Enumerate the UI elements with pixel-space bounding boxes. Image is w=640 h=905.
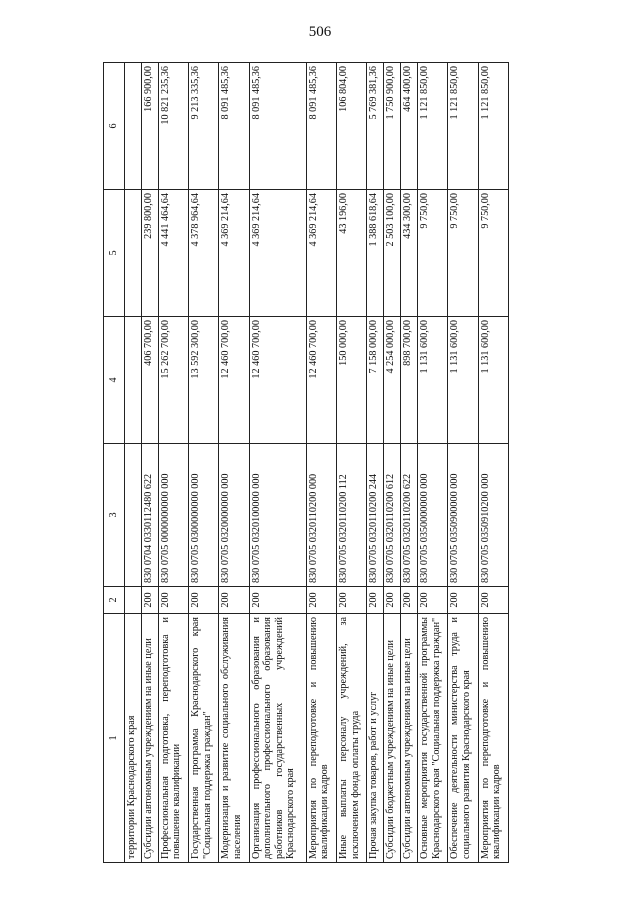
row-amount-4-cell: 150 000,00 [337, 317, 367, 444]
row-name-cell: Субсидии автономным учреждениям на иные цели [141, 614, 158, 863]
table-row [141, 63, 158, 863]
row-amount-6-cell: 464 400,00 [401, 63, 418, 190]
row-name-cell: Субсидии бюджетным учреждениям на иные цели [384, 614, 401, 863]
row-name-cell: Мероприятия по переподготовке и повышению квалификации кадров [306, 614, 336, 863]
row-amount-6-cell: 9 213 335,36 [189, 63, 219, 190]
row-code-a-cell: 200 [337, 587, 367, 614]
table-row [125, 63, 142, 863]
row-code-a-cell: 200 [384, 587, 401, 614]
row-amount-4-cell: 12 460 700,00 [306, 317, 336, 444]
row-name-cell: Организация профессионального образования и дополнительного профессионального образования работников государственных учреждений Краснодарского края [249, 614, 306, 863]
table-row [337, 63, 367, 863]
row-amount-6-cell: 5 769 381,36 [367, 63, 384, 190]
row-code-a-cell [125, 587, 142, 614]
row-code-a-cell: 200 [367, 587, 384, 614]
table-row [219, 63, 249, 863]
header-cell-1: 1 [104, 614, 125, 863]
row-code-a-cell: 200 [478, 587, 508, 614]
row-budget-code-cell: 830 0705 0320100000 000 [249, 444, 306, 587]
table-row [158, 63, 188, 863]
row-amount-6-cell: 106 804,00 [337, 63, 367, 190]
row-amount-6-cell: 8 091 485,36 [249, 63, 306, 190]
row-code-a-cell: 200 [189, 587, 219, 614]
row-name-cell: территории Краснодарского края [125, 614, 142, 863]
page-number: 506 [308, 24, 332, 40]
row-budget-code-cell: 830 0705 0320110200 112 [337, 444, 367, 587]
row-amount-5-cell: 4 369 214,64 [249, 190, 306, 317]
row-amount-6-cell: 1 121 850,00 [418, 63, 448, 190]
row-budget-code-cell: 830 0705 0350000000 000 [418, 444, 448, 587]
row-amount-4-cell: 7 158 000,00 [367, 317, 384, 444]
row-amount-5-cell: 9 750,00 [418, 190, 448, 317]
row-amount-5-cell: 9 750,00 [448, 190, 478, 317]
row-budget-code-cell: 830 0705 0350910200 000 [478, 444, 508, 587]
row-budget-code-cell: 830 0705 0320110200 244 [367, 444, 384, 587]
row-amount-6-cell: 1 121 850,00 [478, 63, 508, 190]
row-amount-4-cell: 4 254 000,00 [384, 317, 401, 444]
row-name-cell: Модернизация и развитие социального обслуживания населения [219, 614, 249, 863]
row-amount-4-cell: 12 460 700,00 [219, 317, 249, 444]
row-amount-5-cell [125, 190, 142, 317]
row-name-cell: Профессиональная подготовка, переподготовка и повышение квалификации [158, 614, 188, 863]
table-row [249, 63, 306, 863]
table-row [448, 63, 478, 863]
row-amount-4-cell: 1 131 600,00 [418, 317, 448, 444]
row-amount-4-cell: 1 131 600,00 [448, 317, 478, 444]
row-budget-code-cell: 830 0705 0320000000 000 [219, 444, 249, 587]
row-name-cell: Прочая закупка товаров, работ и услуг [367, 614, 384, 863]
row-budget-code-cell: 830 0705 0350900000 000 [448, 444, 478, 587]
row-amount-4-cell: 15 262 700,00 [158, 317, 188, 444]
row-amount-5-cell: 4 378 964,64 [189, 190, 219, 317]
row-amount-6-cell: 166 900,00 [141, 63, 158, 190]
table-row [478, 63, 508, 863]
row-amount-4-cell: 1 131 600,00 [478, 317, 508, 444]
header-cell-2: 2 [104, 587, 125, 614]
row-amount-5-cell: 1 388 618,64 [367, 190, 384, 317]
row-amount-5-cell: 43 196,00 [337, 190, 367, 317]
row-code-a-cell: 200 [249, 587, 306, 614]
row-amount-5-cell: 2 503 100,00 [384, 190, 401, 317]
row-amount-5-cell: 239 800,00 [141, 190, 158, 317]
header-cell-5: 5 [104, 190, 125, 317]
row-name-cell: Мероприятия по переподготовке и повышению квалификации кадров [478, 614, 508, 863]
row-budget-code-cell [125, 444, 142, 587]
table-row [367, 63, 384, 863]
row-amount-6-cell: 8 091 485,36 [219, 63, 249, 190]
row-amount-5-cell: 4 369 214,64 [306, 190, 336, 317]
table-row [189, 63, 219, 863]
row-name-cell: Субсидии автономным учреждениям на иные цели [401, 614, 418, 863]
row-code-a-cell: 200 [141, 587, 158, 614]
row-budget-code-cell: 830 0705 0320110200 622 [401, 444, 418, 587]
header-cell-6: 6 [104, 63, 125, 190]
header-cell-4: 4 [104, 317, 125, 444]
row-code-a-cell: 200 [401, 587, 418, 614]
row-budget-code-cell: 830 0705 0320110200 000 [306, 444, 336, 587]
row-name-cell: Обеспечение деятельности министерства труда и социального развития Краснодарского края [448, 614, 478, 863]
rotated-table-container [103, 63, 509, 863]
row-name-cell: Основные мероприятия государственной программы Краснодарского края "Социальная поддержка граждан" [418, 614, 448, 863]
row-code-a-cell: 200 [219, 587, 249, 614]
row-code-a-cell: 200 [306, 587, 336, 614]
row-amount-5-cell: 4 441 464,64 [158, 190, 188, 317]
row-name-cell: Иные выплаты персоналу учреждений, за исключением фонда оплаты труда [337, 614, 367, 863]
table-row [401, 63, 418, 863]
table-body [125, 63, 509, 863]
row-amount-5-cell: 9 750,00 [478, 190, 508, 317]
row-name-cell: Государственная программа Краснодарского края "Социальная поддержка граждан" [189, 614, 219, 863]
row-amount-6-cell: 1 121 850,00 [448, 63, 478, 190]
row-amount-4-cell: 13 592 300,00 [189, 317, 219, 444]
row-amount-6-cell: 1 750 900,00 [384, 63, 401, 190]
budget-table [103, 62, 509, 863]
table-row [418, 63, 448, 863]
row-amount-4-cell: 406 700,00 [141, 317, 158, 444]
row-amount-6-cell [125, 63, 142, 190]
row-budget-code-cell: 830 0705 0000000000 000 [158, 444, 188, 587]
header-row [104, 63, 125, 863]
row-amount-4-cell [125, 317, 142, 444]
table-row [384, 63, 401, 863]
row-amount-5-cell: 434 300,00 [401, 190, 418, 317]
header-cell-3: 3 [104, 444, 125, 587]
row-budget-code-cell: 830 0705 0320110200 612 [384, 444, 401, 587]
row-amount-4-cell: 898 700,00 [401, 317, 418, 444]
row-code-a-cell: 200 [158, 587, 188, 614]
row-amount-4-cell: 12 460 700,00 [249, 317, 306, 444]
table-row [306, 63, 336, 863]
row-code-a-cell: 200 [448, 587, 478, 614]
row-budget-code-cell: 830 0705 0300000000 000 [189, 444, 219, 587]
row-amount-6-cell: 10 821 235,36 [158, 63, 188, 190]
row-amount-6-cell: 8 091 485,36 [306, 63, 336, 190]
row-code-a-cell: 200 [418, 587, 448, 614]
row-budget-code-cell: 830 0704 0330112480 622 [141, 444, 158, 587]
row-amount-5-cell: 4 369 214,64 [219, 190, 249, 317]
